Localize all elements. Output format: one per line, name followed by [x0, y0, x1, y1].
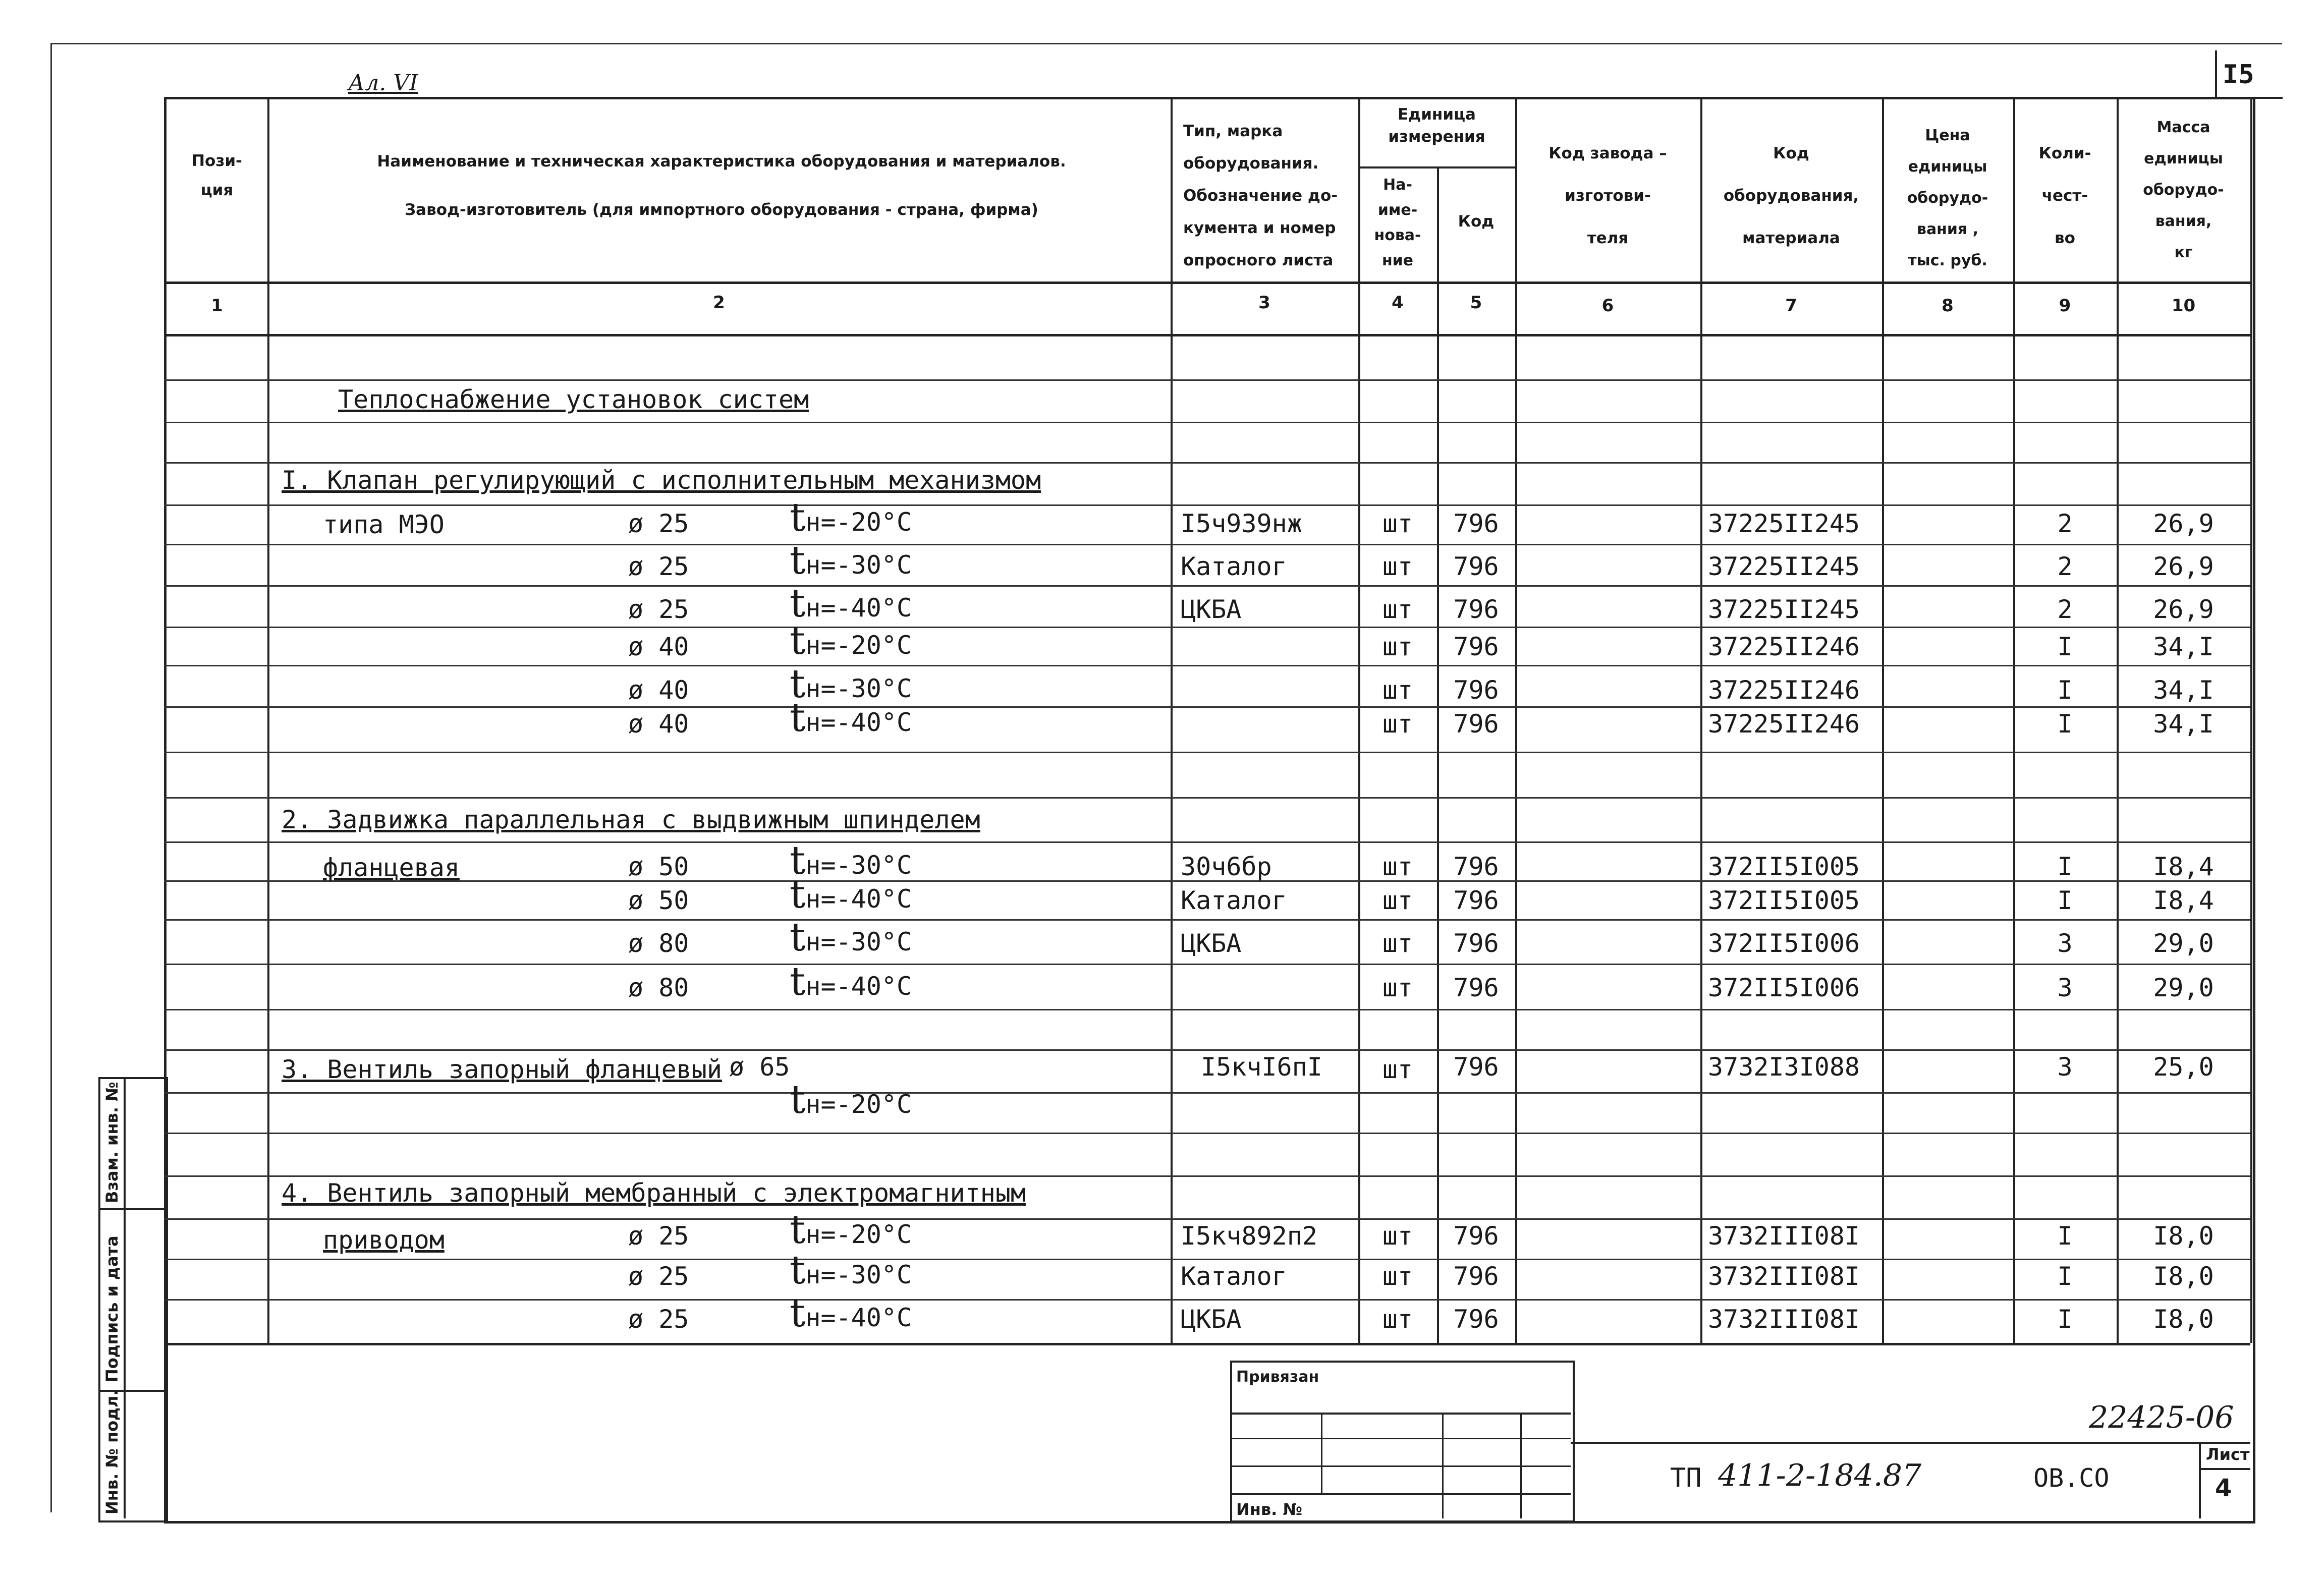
group-2-name-cont: фланцевая — [323, 853, 460, 882]
temperature-value: н=-40°С — [805, 1303, 912, 1332]
row-diameter: ø 80 — [628, 973, 689, 1002]
group-3-title: 3. Вентиль запорный фланцевый — [282, 1055, 722, 1084]
row-mass: 29,0 — [2153, 973, 2214, 1002]
temperature-symbol: t — [790, 915, 806, 960]
row-qty: I — [2057, 709, 2073, 739]
group-3-type: I5кчI6пI — [1201, 1052, 1322, 1082]
row-code: 796 — [1453, 852, 1499, 881]
temperature-symbol: t — [790, 959, 806, 1004]
row-code: 796 — [1453, 973, 1499, 1002]
header-col-3: Тип, марка оборудования. Обозначение до- кумента и номер опросного листа — [1183, 122, 1338, 269]
row-type: ЦКБА — [1181, 1305, 1242, 1334]
colnum-6: 6 — [1601, 296, 1614, 316]
row-diameter: ø 25 — [628, 1262, 689, 1291]
row-temperature — [790, 915, 912, 960]
header-col-5: Код — [1458, 212, 1495, 231]
temperature-symbol: t — [790, 618, 806, 663]
row-diameter: ø 25 — [628, 1221, 689, 1251]
row-unit: шт — [1382, 973, 1413, 1002]
row-line — [164, 585, 2250, 587]
row-line — [164, 1299, 2250, 1301]
temperature-value: н=-20°С — [805, 1220, 912, 1249]
colnum-3: 3 — [1258, 293, 1270, 313]
group-3-equip: 3732I3I088 — [1708, 1052, 1860, 1082]
temperature-value: н=-30°С — [805, 674, 912, 703]
colnum-9: 9 — [2059, 296, 2071, 316]
row-mass: I8,0 — [2153, 1221, 2214, 1251]
group-4-name-cont: приводом — [323, 1225, 445, 1255]
row-line — [164, 919, 2250, 921]
row-mass: 26,9 — [2153, 509, 2214, 538]
row-line — [164, 1009, 2250, 1010]
row-code: 796 — [1453, 552, 1499, 581]
temperature-value: н=-30°С — [805, 927, 912, 956]
header-col-7: Код оборудования, материала — [1723, 144, 1859, 247]
corner-number: I5 — [2223, 60, 2254, 90]
row-qty: 2 — [2057, 552, 2073, 581]
header-col-8: Цена единицы оборудо- вания , тыс. руб. — [1907, 127, 1988, 269]
row-equip-code: 37225II246 — [1708, 675, 1860, 705]
row-line — [164, 1133, 2250, 1134]
header-col-2: Наименование и техническая характеристика оборудования и материалов. Завод-изготовитель (для импортного оборудования - страна, фирма) — [377, 152, 1066, 219]
row-mass: 26,9 — [2153, 552, 2214, 581]
row-diameter: ø 25 — [628, 509, 689, 538]
temperature-value: н=-20°С — [805, 631, 912, 660]
row-temperature — [790, 872, 912, 917]
row-line — [164, 1175, 2250, 1177]
row-unit: шт — [1382, 1305, 1413, 1334]
header-col-6: Код завода – изготови- теля — [1548, 144, 1667, 247]
row-line — [164, 462, 2250, 464]
colnum-2: 2 — [713, 293, 725, 313]
row-equip-code: 3732III08I — [1708, 1305, 1860, 1334]
sheet-label: Лист — [2206, 1445, 2250, 1464]
row-line — [164, 544, 2250, 545]
row-temperature — [790, 661, 912, 707]
row-type: I5ч939нж — [1181, 509, 1302, 538]
row-mass: 29,0 — [2153, 929, 2214, 958]
row-line — [164, 627, 2250, 628]
row-diameter: ø 80 — [628, 929, 689, 958]
header-col-9: Коли- чест- во — [2038, 144, 2091, 247]
section-title: Теплоснабжение установок систем — [338, 385, 809, 414]
row-qty: 3 — [2057, 973, 2073, 1002]
temperature-value: н=-30°С — [805, 550, 912, 580]
temperature-value: н=-40°С — [805, 884, 912, 914]
row-qty: I — [2057, 675, 2073, 705]
temperature-symbol: t — [790, 538, 806, 583]
row-type: Каталог — [1181, 886, 1287, 915]
row-equip-code: 37225II246 — [1708, 632, 1860, 661]
row-code: 796 — [1453, 1262, 1499, 1291]
row-unit: шт — [1382, 675, 1413, 705]
header-unit: Единица измерения — [1388, 105, 1485, 146]
colnum-5: 5 — [1470, 293, 1482, 313]
temperature-value: н=-20°С — [805, 507, 912, 537]
row-type: ЦКБА — [1181, 929, 1242, 958]
group-4-title: 4. Вентиль запорный мембранный с электромагнитным — [282, 1178, 1026, 1208]
row-diameter: ø 25 — [628, 552, 689, 581]
group-2-title: 2. Задвижка параллельная с выдвижным шпинделем — [282, 805, 980, 834]
row-unit: шт — [1382, 632, 1413, 661]
row-diameter: ø 40 — [628, 675, 689, 705]
temperature-value: н=-40°С — [805, 972, 912, 1001]
inventory-number: 22425-06 — [2089, 1400, 2234, 1435]
temperature-symbol: t — [790, 838, 806, 883]
row-equip-code: 372II5I006 — [1708, 929, 1860, 958]
inv-label: Инв. № — [1236, 1500, 1302, 1519]
row-qty: 3 — [2057, 929, 2073, 958]
row-line — [164, 665, 2250, 666]
row-qty: I — [2057, 1305, 2073, 1334]
row-line — [164, 964, 2250, 965]
row-mass: I8,4 — [2153, 886, 2214, 915]
row-mass: 34,I — [2153, 632, 2214, 661]
temperature-symbol: t — [790, 695, 806, 741]
group-3-mass: 25,0 — [2153, 1052, 2214, 1082]
row-equip-code: 37225II245 — [1708, 509, 1860, 538]
temperature-symbol: t — [790, 1248, 806, 1293]
row-type: I5кч892п2 — [1181, 1221, 1317, 1251]
bound-label: Привязан — [1236, 1368, 1319, 1386]
temperature-symbol: t — [790, 581, 806, 626]
row-equip-code: 3732III08I — [1708, 1262, 1860, 1291]
row-line — [164, 1259, 2250, 1260]
row-type: 30ч6бр — [1181, 852, 1272, 881]
row-temperature — [790, 538, 912, 583]
row-code: 796 — [1453, 929, 1499, 958]
temperature-symbol: t — [790, 1207, 806, 1253]
row-line — [164, 504, 2250, 506]
row-line — [164, 752, 2250, 753]
row-qty: I — [2057, 852, 2073, 881]
row-temperature — [790, 838, 912, 883]
side-label-signature: Подпись и дата — [102, 1235, 122, 1382]
row-code: 796 — [1453, 509, 1499, 538]
row-code: 796 — [1453, 1221, 1499, 1251]
row-type: ЦКБА — [1181, 595, 1242, 624]
colnum-7: 7 — [1785, 296, 1797, 316]
row-diameter: ø 25 — [628, 595, 689, 624]
row-type: Каталог — [1181, 1262, 1287, 1291]
designation: 411-2-184.87 — [1718, 1458, 1922, 1493]
row-equip-code: 372II5I005 — [1708, 886, 1860, 915]
row-qty: I — [2057, 1262, 2073, 1291]
row-code: 796 — [1453, 675, 1499, 705]
row-qty: 2 — [2057, 509, 2073, 538]
temperature-symbol: t — [790, 1290, 806, 1336]
row-mass: I8,4 — [2153, 852, 2214, 881]
row-diameter: ø 50 — [628, 886, 689, 915]
row-line — [164, 1218, 2250, 1220]
row-temperature — [790, 618, 912, 663]
side-label-replaced: Взам. инв. № — [102, 1082, 122, 1203]
designation-prefix: ТП — [1670, 1463, 1702, 1493]
group-3-unit: шт — [1382, 1055, 1413, 1084]
row-line — [164, 706, 2250, 708]
row-type: Каталог — [1181, 552, 1287, 581]
row-temperature — [790, 695, 912, 741]
group-3-qty: 3 — [2057, 1052, 2073, 1082]
row-line — [164, 797, 2250, 799]
row-unit: шт — [1382, 552, 1413, 581]
row-qty: I — [2057, 886, 2073, 915]
row-line — [164, 1049, 2250, 1051]
row-temperature — [790, 959, 912, 1004]
row-unit: шт — [1382, 886, 1413, 915]
group-1-title: I. Клапан регулирующий с исполнительным механизмом — [282, 466, 1041, 495]
temperature-value: н=-30°С — [805, 851, 912, 880]
row-equip-code: 37225II245 — [1708, 552, 1860, 581]
side-label-inv-orig: Инв. № подл. — [102, 1389, 122, 1514]
row-mass: I8,0 — [2153, 1262, 2214, 1291]
group-3-code: 796 — [1453, 1052, 1499, 1082]
row-equip-code: 37225II245 — [1708, 595, 1860, 624]
colnum-4: 4 — [1392, 293, 1404, 313]
temperature-symbol: t — [790, 661, 806, 707]
row-equip-code: 37225II246 — [1708, 709, 1860, 739]
header-col-10: Масса единицы оборудо- вания, кг — [2143, 119, 2224, 261]
temperature-value: н=-40°С — [805, 593, 912, 623]
row-line — [164, 379, 2250, 381]
row-mass: 34,I — [2153, 709, 2214, 739]
row-unit: шт — [1382, 929, 1413, 958]
row-temperature — [790, 581, 912, 626]
row-unit: шт — [1382, 1262, 1413, 1291]
group-1-name-cont: типа МЭО — [323, 510, 445, 539]
colnum-10: 10 — [2171, 296, 2196, 316]
row-diameter: ø 40 — [628, 632, 689, 661]
row-equip-code: 372II5I006 — [1708, 973, 1860, 1002]
row-line — [164, 422, 2250, 423]
header-col-1: Пози- ция — [192, 152, 242, 199]
row-qty: I — [2057, 1221, 2073, 1251]
row-diameter: ø 25 — [628, 1305, 689, 1334]
row-unit: шт — [1382, 1221, 1413, 1251]
sheet-number: 4 — [2215, 1474, 2232, 1502]
row-code: 796 — [1453, 1305, 1499, 1334]
row-equip-code: 3732III08I — [1708, 1221, 1860, 1251]
row-unit: шт — [1382, 709, 1413, 739]
colnum-8: 8 — [1942, 296, 1954, 316]
row-temperature — [790, 495, 912, 540]
row-unit: шт — [1382, 595, 1413, 624]
row-code: 796 — [1453, 709, 1499, 739]
group-3-diameter: ø 65 — [729, 1052, 790, 1082]
row-mass: 34,I — [2153, 675, 2214, 705]
group-3-temp: tн=-20°С — [790, 1077, 912, 1122]
header-col-4: На- име- нова- ние — [1374, 176, 1421, 269]
colnum-1: 1 — [211, 296, 223, 316]
row-diameter: ø 50 — [628, 852, 689, 881]
row-qty: 2 — [2057, 595, 2073, 624]
row-code: 796 — [1453, 632, 1499, 661]
row-mass: I8,0 — [2153, 1305, 2214, 1334]
row-code: 796 — [1453, 886, 1499, 915]
row-code: 796 — [1453, 595, 1499, 624]
row-unit: шт — [1382, 509, 1413, 538]
sheet-ref: Ал. VI — [348, 70, 418, 96]
row-mass: 26,9 — [2153, 595, 2214, 624]
row-equip-code: 372II5I005 — [1708, 852, 1860, 881]
row-temperature — [790, 1248, 912, 1293]
temperature-value: н=-30°С — [805, 1260, 912, 1289]
temperature-value: н=-40°С — [805, 708, 912, 737]
temperature-symbol: t — [790, 495, 806, 540]
temperature-symbol: t — [790, 872, 806, 917]
row-unit: шт — [1382, 852, 1413, 881]
row-qty: I — [2057, 632, 2073, 661]
row-line — [164, 841, 2250, 843]
doc-code: ОВ.СО — [2033, 1463, 2110, 1493]
row-temperature — [790, 1207, 912, 1253]
row-diameter: ø 40 — [628, 709, 689, 739]
row-line — [164, 1092, 2250, 1094]
row-temperature — [790, 1290, 912, 1336]
